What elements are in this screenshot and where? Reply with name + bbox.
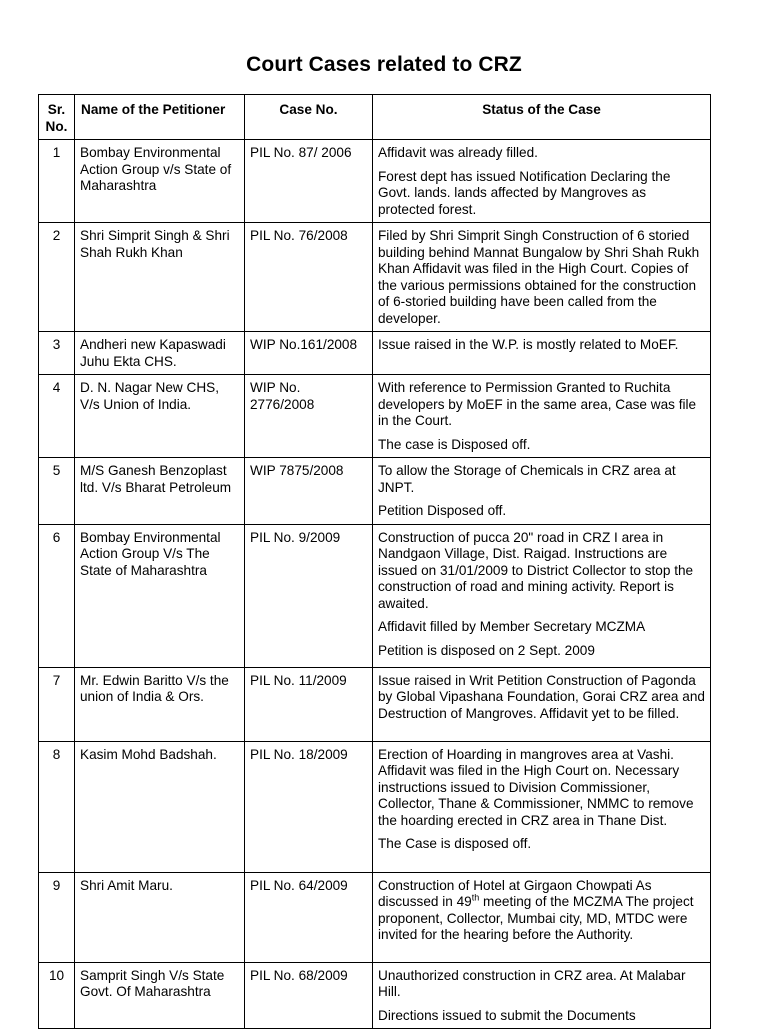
row-sr-no: 8 [39,741,75,872]
court-cases-table [38,94,711,1029]
row-case-no: PIL No. 87/ 2006 [245,140,373,223]
row-sr-no: 10 [39,962,75,1029]
table-row [39,667,711,741]
status-paragraph: Issue raised in the W.P. is mostly related to MoEF. [378,337,679,352]
status-paragraph: Unauthorized construction in CRZ area. At Malabar Hill. [378,967,686,999]
row-case-no: WIP No.161/2008 [245,332,373,375]
row-status [373,524,711,667]
row-status [373,140,711,223]
status-paragraph: With reference to Permission Granted to Ruchita developers by MoEF in the same area, Case was file in the Court. [378,380,697,428]
row-status [373,223,711,332]
row-sr-no: 7 [39,667,75,741]
status-paragraph: The Case is disposed off. [378,836,532,851]
row-sr-no: 6 [39,524,75,667]
row-sr-no: 9 [39,872,75,962]
status-paragraph: Filed by Shri Simprit Singh Construction of 6 storied building behind Mannat Bungalow by Shri Shah Rukh Khan Affidavit was filed in the High Court. Copies of the various permissions obtained for the construction of 6-storied building have been called from the developer. [378,228,700,326]
row-sr-no: 2 [39,223,75,332]
header-sr-no: Sr. No. [39,95,75,140]
status-paragraph: Petition Disposed off. [378,503,507,518]
header-petitioner-name: Name of the Petitioner [75,95,245,140]
row-status [373,667,711,741]
row-case-no: PIL No. 76/2008 [245,223,373,332]
row-case-no: WIP No. 2776/2008 [245,375,373,458]
row-sr-no: 5 [39,458,75,525]
status-paragraph: Issue raised in Writ Petition Construction of Pagonda by Global Vipashana Foundation, Gorai CRZ area and Destruction of Mangroves. Affidavit yet to be filled. [378,672,705,721]
header-case-no: Case No. [245,95,373,140]
row-petitioner-name: Shri Simprit Singh & Shri Shah Rukh Khan [75,223,245,332]
table-row [39,375,711,458]
status-paragraph: The case is Disposed off. [378,436,531,452]
table-row [39,741,711,872]
row-case-no: PIL No. 68/2009 [245,962,373,1029]
row-sr-no: 3 [39,332,75,375]
status-paragraph: Petition is disposed on 2 Sept. 2009 [378,642,595,658]
row-petitioner-name: Samprit Singh V/s State Govt. Of Maharashtra [75,962,245,1029]
table-row [39,140,711,223]
row-petitioner-name: Andheri new Kapaswadi Juhu Ekta CHS. [75,332,245,375]
table-row [39,524,711,667]
row-petitioner-name: Kasim Mohd Badshah. [75,741,245,872]
status-paragraph: Affidavit filled by Member Secretary MCZMA [378,619,646,634]
status-paragraph: Affidavit was already filled. [378,145,538,160]
row-petitioner-name: Bombay Environmental Action Group v/s State of Maharashtra [75,140,245,223]
table-header-row [39,95,711,140]
row-status [373,872,711,962]
row-sr-no: 1 [39,140,75,223]
status-text-part: meeting of the MCZMA The project proponent, Collector, Mumbai city, MD, MTDC were invited for the hearing before the Authority. [378,894,694,942]
row-case-no: PIL No. 64/2009 [245,872,373,962]
row-petitioner-name: Bombay Environmental Action Group V/s The State of Maharashtra [75,524,245,667]
row-case-no: WIP 7875/2008 [245,458,373,525]
status-paragraph: Directions issued to submit the Documents [378,1007,636,1023]
page-title: Court Cases related to CRZ [246,53,522,76]
row-petitioner-name: D. N. Nagar New CHS, V/s Union of India. [75,375,245,458]
row-petitioner-name: M/S Ganesh Benzoplast ltd. V/s Bharat Petroleum [75,458,245,525]
row-petitioner-name: Mr. Edwin Baritto V/s the union of India & Ors. [75,667,245,741]
row-status [373,375,711,458]
status-paragraph: Erection of Hoarding in mangroves area at Vashi. Affidavit was filed in the High Court on. Necessary instructions issued to Division Commissioner, Collector, Thane & Commissioner, NMMC to remove the hoarding erected in CRZ area in Thane Dist. [378,746,694,828]
status-paragraph: To allow the Storage of Chemicals in CRZ area at JNPT. [378,463,676,495]
table-row [39,458,711,525]
row-case-no: PIL No. 9/2009 [245,524,373,667]
table-row [39,223,711,332]
row-status [373,332,711,375]
row-status [373,458,711,525]
status-paragraph: Construction of pucca 20" road in CRZ I area in Nandgaon Village, Dist. Raigad. Instructions are issued on 31/01/2009 to District Collector to stop the construction of road and mining activity. Report is awaited. [378,529,694,611]
row-status [373,741,711,872]
status-paragraph: Forest dept has issued Notification Declaring the Govt. lands. lands affected by Mangroves as protected forest. [378,168,671,217]
row-petitioner-name: Shri Amit Maru. [75,872,245,962]
table-row [39,962,711,1029]
row-case-no: PIL No. 11/2009 [245,667,373,741]
table-row [39,332,711,375]
table-row [39,872,711,962]
status-text-part: Construction of Hotel at Girgaon Chowpati As discussed in 49 [378,877,652,909]
status-paragraph [378,878,705,944]
header-status: Status of the Case [373,95,711,140]
ordinal-suffix: th [471,892,480,903]
row-case-no: PIL No. 18/2009 [245,741,373,872]
row-sr-no: 4 [39,375,75,458]
row-status [373,962,711,1029]
